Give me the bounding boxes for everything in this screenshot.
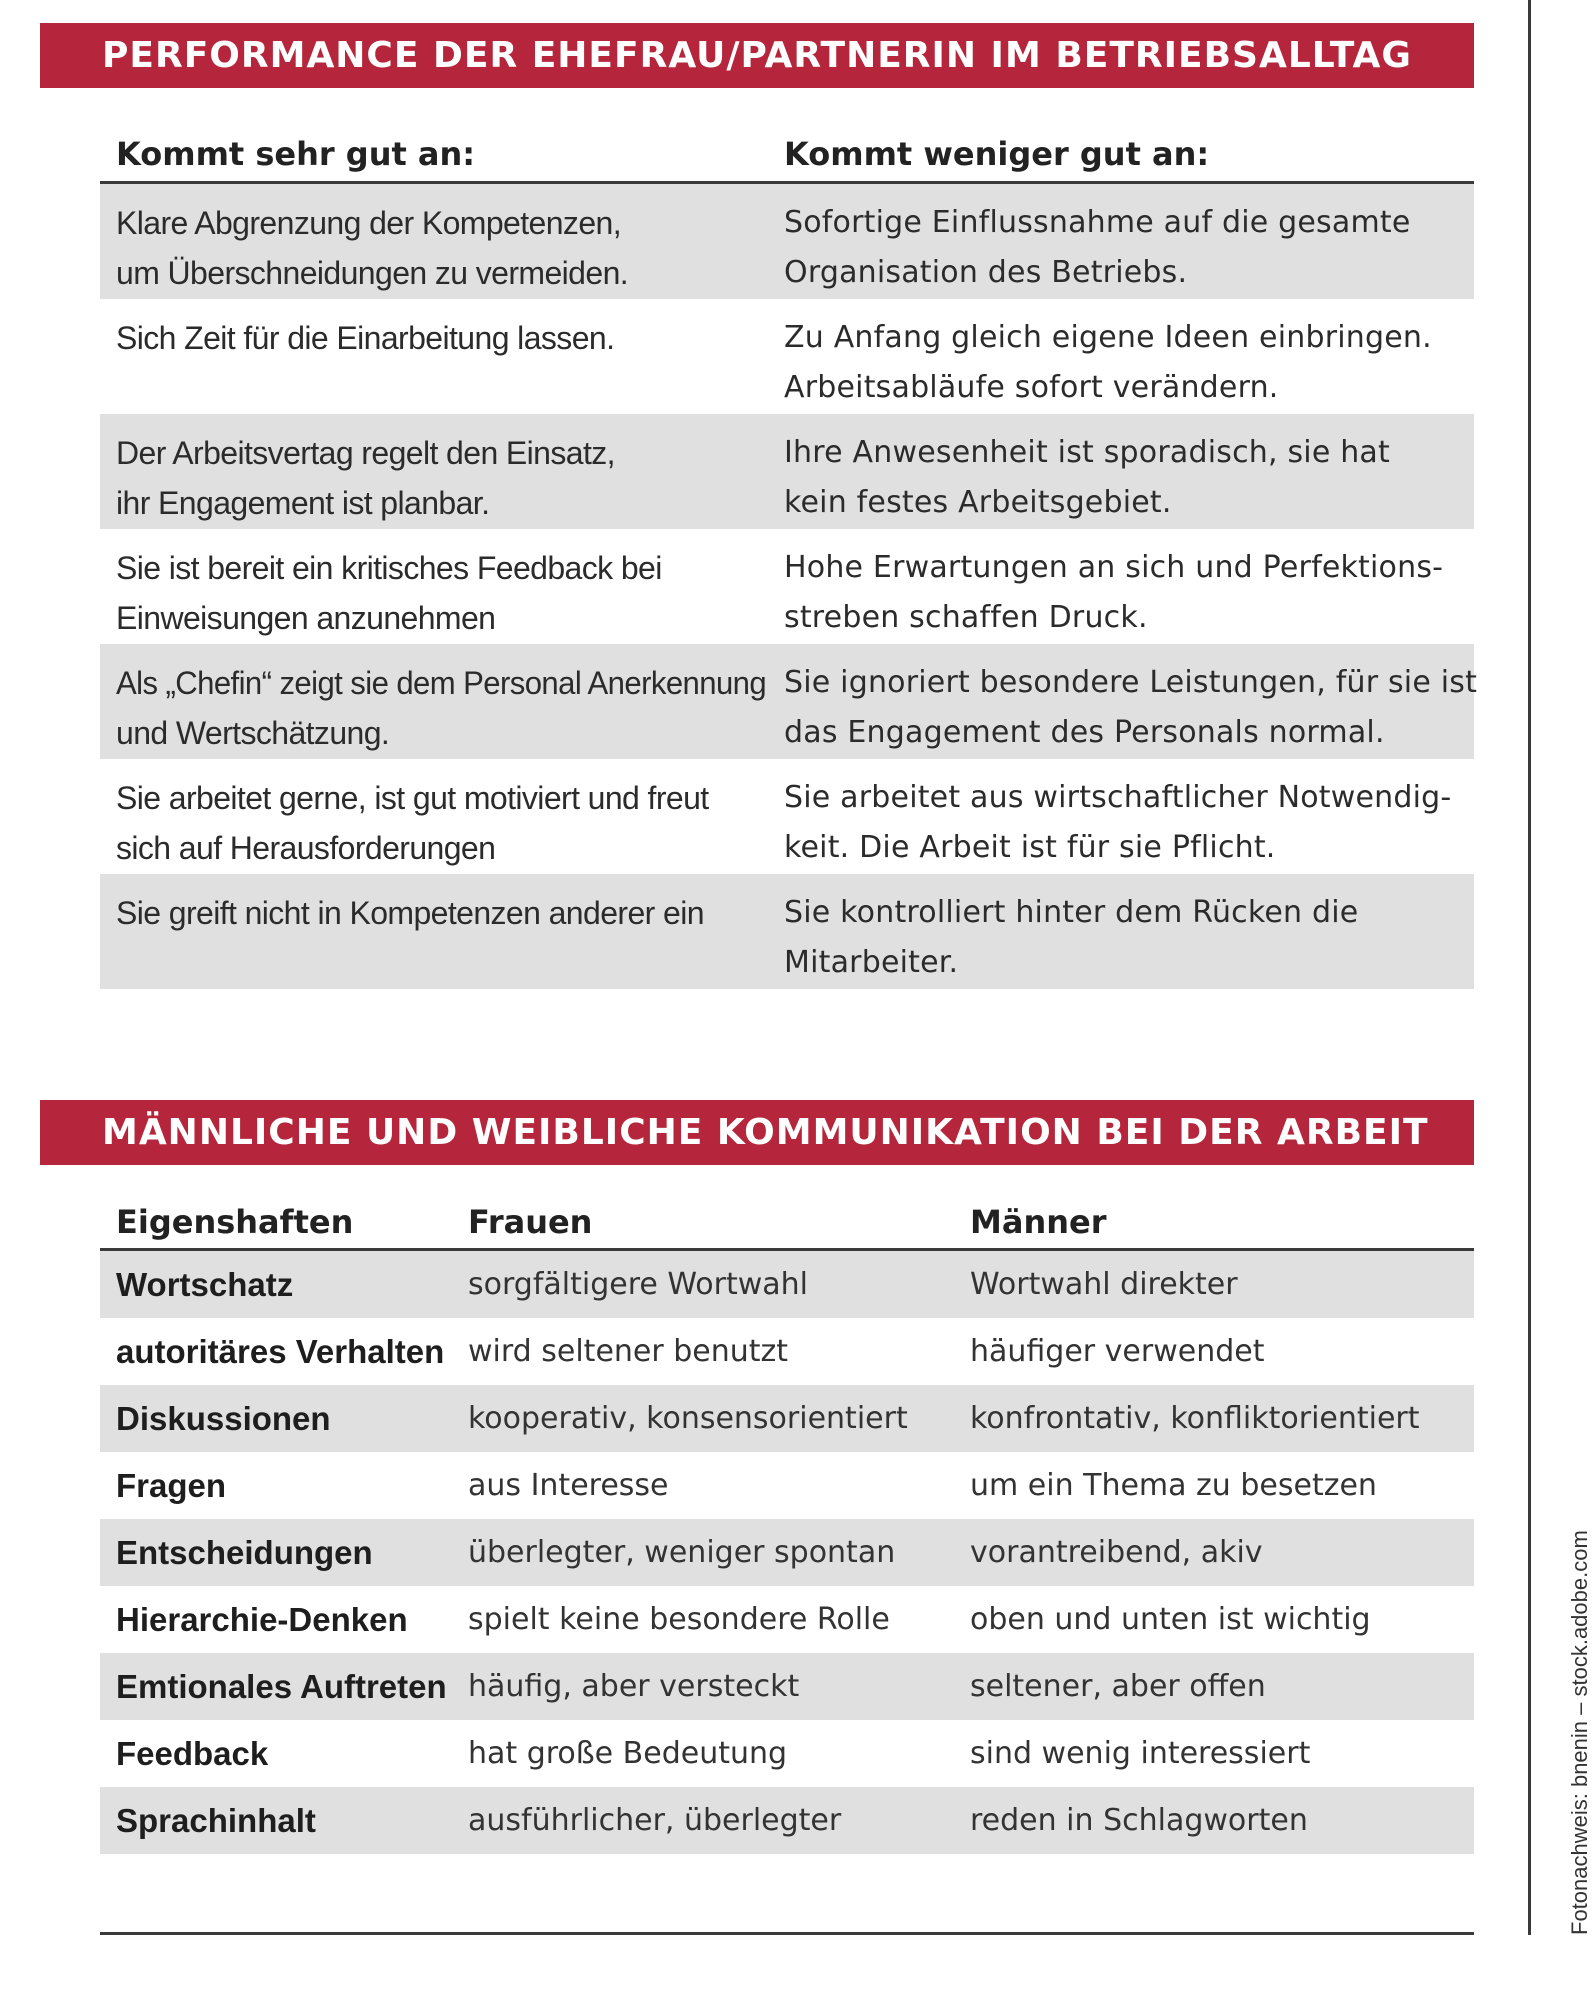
women-cell: häufig, aber versteckt <box>468 1669 800 1704</box>
cell-line: Als „Chefin“ zeigt sie dem Personal Anerkennung <box>116 665 767 701</box>
property-cell: Fragen <box>116 1466 227 1504</box>
table-row <box>100 1385 1474 1452</box>
property-cell: Feedback <box>116 1734 269 1772</box>
cell-line: kein festes Arbeitsgebiet. <box>784 485 1172 520</box>
table-row <box>100 299 1474 414</box>
header-negative: Kommt weniger gut an: <box>784 134 1210 173</box>
performance-table-header <box>100 126 1474 184</box>
men-cell: konfrontativ, konfliktorientiert <box>970 1401 1420 1436</box>
cell-line <box>116 363 784 413</box>
cell-line: Sie arbeitet gerne, ist gut motiviert und freut <box>116 780 709 816</box>
table-row <box>100 1586 1474 1653</box>
bottom-rule <box>100 1932 1474 1935</box>
cell-line: Sofortige Einflussnahme auf die gesamte <box>784 205 1411 240</box>
men-cell: vorantreibend, akiv <box>970 1535 1263 1570</box>
cell-line: streben schaffen Druck. <box>784 600 1148 635</box>
header-men: Männer <box>970 1203 1107 1241</box>
women-cell: spielt keine besondere Rolle <box>468 1602 890 1637</box>
property-cell: autoritäres Verhalten <box>116 1332 445 1370</box>
table-row <box>100 529 1474 644</box>
cell-line: Sie ignoriert besondere Leistungen, für sie ist <box>784 665 1478 700</box>
property-cell: Diskussionen <box>116 1399 331 1437</box>
cell-line <box>116 938 784 988</box>
cell-line: Einweisungen anzunehmen <box>116 600 496 636</box>
men-cell: sind wenig interessiert <box>970 1736 1311 1771</box>
women-cell: hat große Bedeutung <box>468 1736 788 1771</box>
positive-cell <box>100 543 784 644</box>
cell-line: Mitarbeiter. <box>784 945 959 980</box>
table-row <box>100 1653 1474 1720</box>
cell-line: Sich Zeit für die Einarbeitung lassen. <box>116 320 615 356</box>
men-cell: Wortwahl direkter <box>970 1267 1238 1302</box>
cell-line: Klare Abgrenzung der Kompetenzen, <box>116 205 621 241</box>
cell-line: Arbeitsabläufe sofort verändern. <box>784 370 1279 405</box>
cell-line: Zu Anfang gleich eigene Ideen einbringen. <box>784 320 1432 355</box>
women-cell: kooperativ, konsensorientiert <box>468 1401 908 1436</box>
cell-line: Sie ist bereit ein kritisches Feedback bei <box>116 550 662 586</box>
women-cell: ausführlicher, überlegter <box>468 1803 842 1838</box>
header-properties: Eigenshaften <box>116 1203 354 1241</box>
positive-cell <box>100 658 784 759</box>
table-row <box>100 184 1474 299</box>
cell-line: Hohe Erwartungen an sich und Perfektions- <box>784 550 1444 585</box>
negative-cell <box>784 658 1477 759</box>
communication-table-header <box>100 1196 1474 1251</box>
negative-cell <box>784 198 1474 299</box>
positive-cell <box>100 888 784 989</box>
cell-line: sich auf Herausforderungen <box>116 830 496 866</box>
positive-cell <box>100 773 784 874</box>
women-cell: wird seltener benutzt <box>468 1334 789 1369</box>
men-cell: um ein Thema zu besetzen <box>970 1468 1377 1503</box>
table-row <box>100 874 1474 989</box>
men-cell: oben und unten ist wichtig <box>970 1602 1371 1637</box>
property-cell: Hierarchie-Denken <box>116 1600 408 1638</box>
positive-cell <box>100 313 784 414</box>
section-title-communication: MÄNNLICHE UND WEIBLICHE KOMMUNIKATION BEI DER ARBEIT <box>40 1100 1474 1165</box>
men-cell: seltener, aber offen <box>970 1669 1266 1704</box>
table-row <box>100 1318 1474 1385</box>
cell-line: das Engagement des Personals normal. <box>784 715 1385 750</box>
women-cell: überlegter, weniger spontan <box>468 1535 896 1570</box>
table-row <box>100 1519 1474 1586</box>
cell-line: Der Arbeitsvertag regelt den Einsatz, <box>116 435 615 471</box>
cell-line: um Überschneidungen zu vermeiden. <box>116 255 629 291</box>
women-cell: aus Interesse <box>468 1468 669 1503</box>
cell-line: Organisation des Betriebs. <box>784 255 1188 290</box>
header-positive: Kommt sehr gut an: <box>116 134 476 173</box>
right-border-rule <box>1528 0 1531 1935</box>
cell-line: und Wertschätzung. <box>116 715 390 751</box>
negative-cell <box>784 313 1474 414</box>
cell-line: Sie arbeitet aus wirtschaftlicher Notwendig- <box>784 780 1452 815</box>
communication-table <box>100 1196 1474 1854</box>
photo-credit: Fotonachweis: bnenin – stock.adobe.com <box>1567 1530 1592 1935</box>
performance-table <box>100 126 1478 989</box>
negative-cell <box>784 773 1474 874</box>
men-cell: häufiger verwendet <box>970 1334 1265 1369</box>
table-row <box>100 644 1478 759</box>
header-women: Frauen <box>468 1203 593 1241</box>
cell-line: Ihre Anwesenheit ist sporadisch, sie hat <box>784 435 1390 470</box>
positive-cell <box>100 428 784 529</box>
table-row <box>100 1251 1474 1318</box>
table-row <box>100 1452 1474 1519</box>
negative-cell <box>784 428 1474 529</box>
cell-line: keit. Die Arbeit ist für sie Pflicht. <box>784 830 1276 865</box>
table-row <box>100 1787 1474 1854</box>
property-cell: Emtionales Auftreten <box>116 1667 447 1705</box>
cell-line: Sie greift nicht in Kompetenzen anderer ein <box>116 895 704 931</box>
property-cell: Entscheidungen <box>116 1533 373 1571</box>
cell-line: Sie kontrolliert hinter dem Rücken die <box>784 895 1359 930</box>
women-cell: sorgfältigere Wortwahl <box>468 1267 809 1302</box>
table-row <box>100 759 1474 874</box>
table-row <box>100 414 1474 529</box>
cell-line: ihr Engagement ist planbar. <box>116 485 490 521</box>
section-title-performance: PERFORMANCE DER EHEFRAU/PARTNERIN IM BETRIEBSALLTAG <box>40 23 1474 88</box>
negative-cell <box>784 543 1474 644</box>
men-cell: reden in Schlagworten <box>970 1803 1308 1838</box>
property-cell: Sprachinhalt <box>116 1801 316 1839</box>
table-row <box>100 1720 1474 1787</box>
negative-cell <box>784 888 1474 989</box>
positive-cell <box>100 198 784 299</box>
property-cell: Wortschatz <box>116 1265 294 1303</box>
